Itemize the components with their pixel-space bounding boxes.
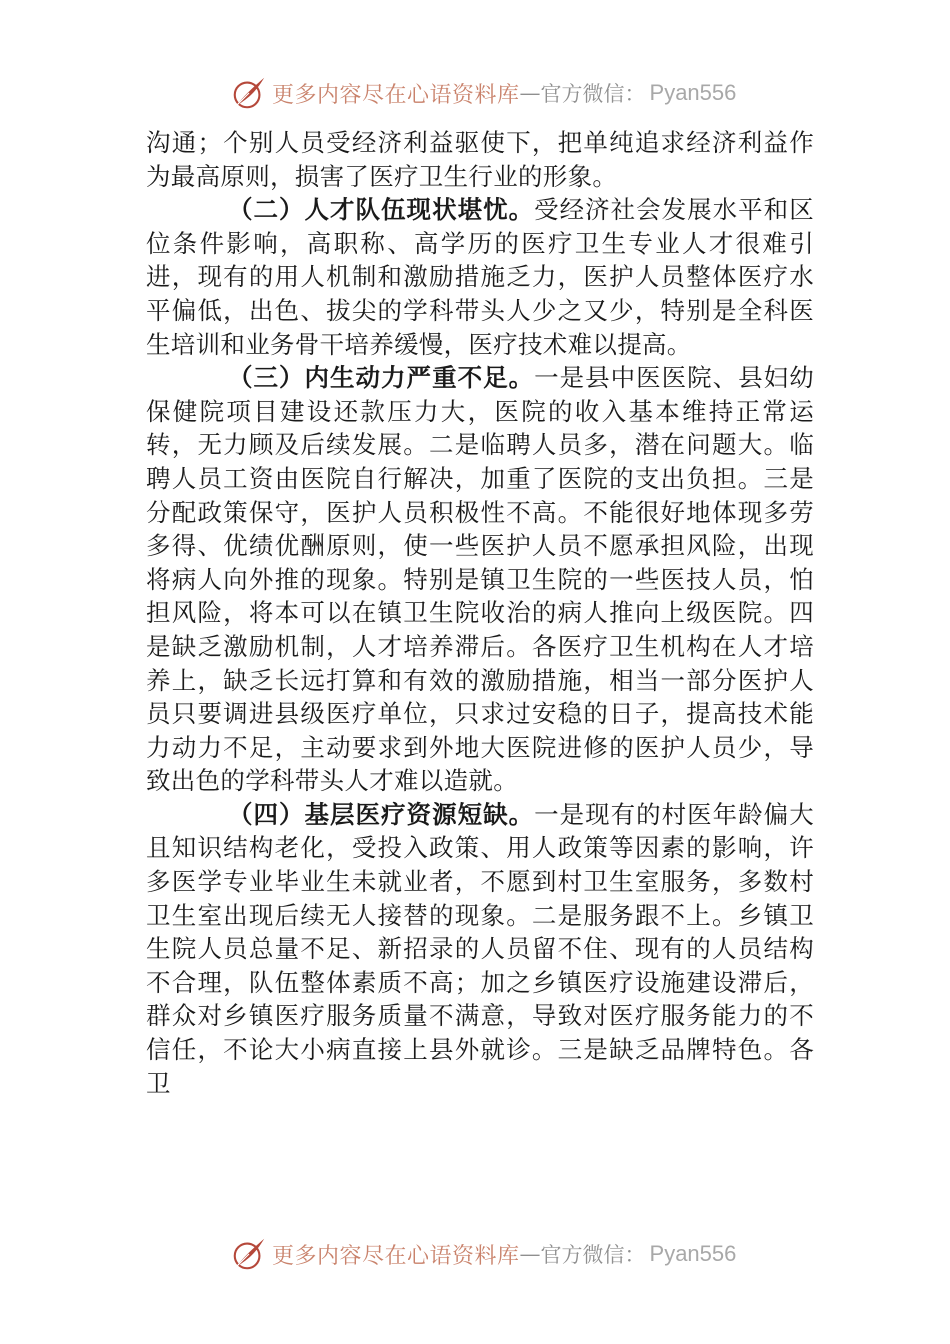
watermark-wechat-id: Pyan556: [649, 1241, 737, 1266]
watermark-label: 官方微信：: [540, 82, 646, 106]
watermark-label: 官方微信：: [540, 1243, 646, 1267]
watermark-wechat-id: Pyan556: [649, 80, 737, 105]
feather-quill-icon: [230, 1235, 268, 1273]
watermark-dash: —: [519, 1242, 541, 1266]
header-watermark: [230, 71, 736, 115]
section-heading: （二）人才队伍现状堪忧。: [228, 195, 535, 225]
paragraph-text: 沟通；个别人员受经济利益驱使下，把单纯追求经济利益作为最高原则，损害了医疗卫生行业的形象。: [146, 128, 814, 191]
paragraph-internal-motivation: [146, 361, 814, 798]
paragraph-text: 一是县中医医院、县妇幼保健院项目建设还款压力大，医院的收入基本维持正常运转，无力顾及后续发展。二是临聘人员多，潜在问题大。临聘人员工资由医院自行解决，加重了医院的支出负担。三是分配政策保守，医护人员积极性不高。不能很好地体现多劳多得、优绩优酬原则，使一些医护人员不愿承担风险，出现将病人向外推的现象。特别是镇卫生院的一些医技人员，怕担风险，将本可以在镇卫生院收治的病人推向上级医院。四是缺乏激励机制，人才培养滞后。各医疗卫生机构在人才培养上，缺乏长远打算和有效的激励措施，相当一部分医护人员只要调进县级医疗单位，只求过安稳的日子，提高技术能力动力不足，主动要求到外地大医院进修的医护人员少，导致出色的学科带头人才难以造就。: [146, 363, 814, 796]
feather-quill-icon: [230, 74, 268, 112]
section-heading: （三）内生动力严重不足。: [228, 363, 535, 393]
watermark-text: 更多内容尽在心语资料库: [272, 1243, 520, 1269]
document-body: [146, 126, 814, 1100]
paragraph-grassroots-resources: [146, 798, 814, 1100]
watermark-dash: —: [519, 81, 541, 105]
paragraph-continuation: [146, 126, 814, 193]
paragraph-text: 一是现有的村医年龄偏大且知识结构老化，受投入政策、用人政策等因素的影响，许多医学专业毕业生未就业者，不愿到村卫生室服务，多数村卫生室出现后续无人接替的现象。二是服务跟不上。乡镇卫生院人员总量不足、新招录的人员留不住、现有的人员结构不合理，队伍整体素质不高；加之乡镇医疗设施建设滞后，群众对乡镇医疗服务质量不满意，导致对医疗服务能力的不信任，不论大小病直接上县外就诊。三是缺乏品牌特色。各卫: [146, 799, 814, 1098]
paragraph-text: 受经济社会发展水平和区位条件影响，高职称、高学历的医疗卫生专业人才很难引进，现有的用人机制和激励措施乏力，医护人员整体医疗水平偏低，出色、拔尖的学科带头人少之又少，特别是全科医生培训和业务骨干培养缓慢，医疗技术难以提高。: [146, 195, 814, 359]
paragraph-talent-team: [146, 193, 814, 361]
section-heading: （四）基层医疗资源短缺。: [228, 799, 535, 829]
footer-watermark: [230, 1232, 736, 1276]
watermark-text: 更多内容尽在心语资料库: [272, 82, 520, 108]
